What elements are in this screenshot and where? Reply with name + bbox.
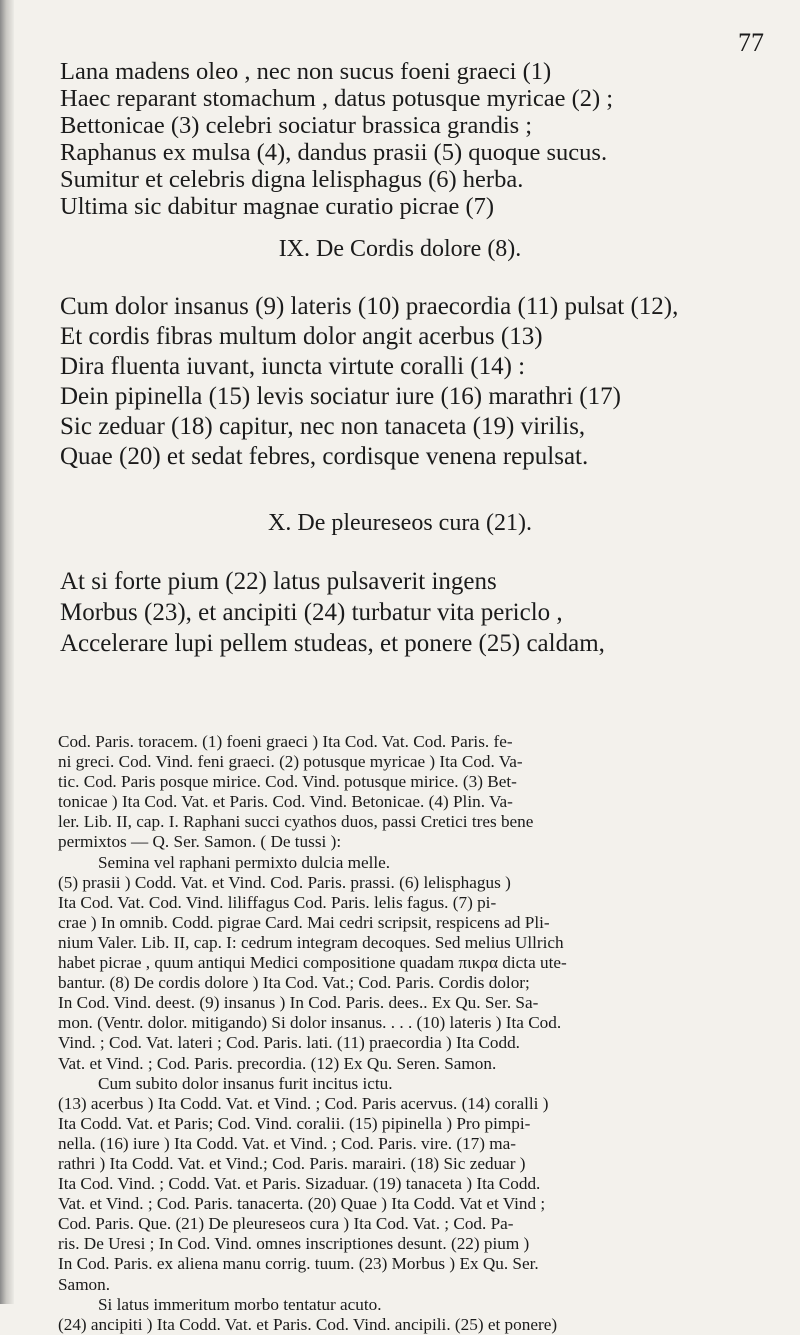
footnote-line: nium Valer. Lib. II, cap. I: cedrum integram decoques. Sed melius Ullrich	[58, 932, 564, 952]
footnote-line: Cod. Paris. Que. (21) De pleureseos cura ) Ita Cod. Vat. ; Cod. Pa-	[58, 1214, 514, 1234]
footnote-line: tonicae ) Ita Cod. Vat. et Paris. Cod. Vind. Betonicae. (4) Plin. Va-	[58, 792, 513, 812]
footnote-quote: Semina vel raphani permixto dulcia melle.	[98, 852, 391, 872]
footnote-line: (24) ancipiti ) Ita Codd. Vat. et Paris. Cod. Vind. ancipili. (25) et ponere)	[58, 1314, 558, 1334]
footnote-line: habet picrae , quum antiqui Medici compositione quadam πικρα dicta ute-	[58, 953, 567, 973]
footnote-quote: Cum subito dolor insanus furit incitus ictu.	[98, 1073, 393, 1093]
footnote-line: nella. (16) iure ) Ita Codd. Vat. et Vind. ; Cod. Paris. vire. (17) ma-	[58, 1133, 517, 1153]
verse-line: Ultima sic dabitur magnae curatio picrae (7)	[60, 193, 495, 220]
footnote-line: Vind. ; Cod. Vat. lateri ; Cod. Paris. lati. (11) praecordia ) Ita Codd.	[58, 1033, 520, 1053]
footnote-line: crae ) In omnib. Codd. pigrae Card. Mai cedri scripsit, respicens ad Pli-	[58, 912, 550, 932]
footnote-line: mon. (Ventr. dolor. mitigando) Si dolor insanus. . . . (10) lateris ) Ita Cod.	[58, 1013, 562, 1033]
verse-line: Cum dolor insanus (9) lateris (10) praecordia (11) pulsat (12),	[60, 293, 679, 320]
footnote-line: ris. De Uresi ; In Cod. Vind. omnes inscriptiones desunt. (22) pium )	[58, 1234, 530, 1254]
verse-line: Accelerare lupi pellem studeas, et ponere (25) caldam,	[60, 630, 605, 657]
footnote-line: In Cod. Vind. deest. (9) insanus ) In Cod. Paris. dees.. Ex Qu. Ser. Sa-	[58, 993, 539, 1013]
footnote-line: tic. Cod. Paris posque mirice. Cod. Vind. potusque mirice. (3) Bet-	[58, 772, 517, 792]
book-spine-shadow	[0, 0, 14, 1304]
verse-line: Morbus (23), et ancipiti (24) turbatur vita periclo ,	[60, 599, 563, 626]
verse-line: Raphanus ex mulsa (4), dandus prasii (5) quoque sucus.	[60, 139, 608, 166]
verse-line: Haec reparant stomachum , datus potusque myricae (2) ;	[60, 85, 614, 112]
page-number: 77	[738, 28, 764, 57]
footnote-line: Ita Cod. Vind. ; Codd. Vat. et Paris. Sizaduar. (19) tanaceta ) Ita Codd.	[58, 1174, 541, 1194]
verse-line: Lana madens oleo , nec non sucus foeni graeci (1)	[60, 58, 552, 85]
section-heading-ix: IX. De Cordis dolore (8).	[278, 236, 522, 262]
footnote-line: bantur. (8) De cordis dolore ) Ita Cod. Vat.; Cod. Paris. Cordis dolor;	[58, 973, 530, 993]
footnote-line: (5) prasii ) Codd. Vat. et Vind. Cod. Paris. prassi. (6) lelisphagus )	[58, 872, 511, 892]
verse-line: Sumitur et celebris digna lelisphagus (6) herba.	[60, 166, 524, 193]
footnote-line: Ita Cod. Vat. Cod. Vind. liliffagus Cod. Paris. lelis fagus. (7) pi-	[58, 892, 497, 912]
footnote-line: ni greci. Cod. Vind. feni graeci. (2) potusque myricae ) Ita Cod. Va-	[58, 752, 523, 772]
verse-block-intro	[60, 58, 780, 220]
section-heading-x: X. De pleureseos cura (21).	[268, 510, 532, 536]
footnote-line: (13) acerbus ) Ita Codd. Vat. et Vind. ; Cod. Paris acervus. (14) coralli )	[58, 1093, 549, 1113]
verse-line: Quae (20) et sedat febres, cordisque venena repulsat.	[60, 443, 589, 470]
footnote-line: Samon.	[58, 1274, 111, 1294]
verse-line: At si forte pium (22) latus pulsaverit ingens	[60, 568, 497, 595]
verse-line: Bettonicae (3) celebri sociatur brassica grandis ;	[60, 112, 533, 139]
footnote-quote: Si latus immeritum morbo tentatur acuto.	[98, 1294, 382, 1314]
verse-line: Dira fluenta iuvant, iuncta virtute coralli (14) :	[60, 353, 526, 380]
verse-block-x	[60, 566, 780, 659]
verse-line: Sic zeduar (18) capitur, nec non tanaceta (19) virilis,	[60, 413, 586, 440]
verse-block-ix	[60, 292, 780, 472]
footnote-line: Cod. Paris. toracem. (1) foeni graeci ) Ita Cod. Vat. Cod. Paris. fe-	[58, 732, 513, 751]
footnote-line: ler. Lib. II, cap. I. Raphani succi cyathos duos, passi Cretici tres bene	[58, 812, 534, 832]
footnote-line: Vat. et Vind. ; Cod. Paris. precordia. (12) Ex Qu. Seren. Samon.	[58, 1053, 497, 1073]
footnote-line: permixtos — Q. Ser. Samon. ( De tussi ):	[58, 832, 342, 852]
verse-line: Et cordis fibras multum dolor angit acerbus (13)	[60, 323, 543, 350]
verse-line: Dein pipinella (15) levis sociatur iure (16) marathri (17)	[60, 383, 621, 410]
footnote-line: Vat. et Vind. ; Cod. Paris. tanacerta. (20) Quae ) Ita Codd. Vat et Vind ;	[58, 1194, 546, 1214]
footnote-line: In Cod. Paris. ex aliena manu corrig. tuum. (23) Morbus ) Ex Qu. Ser.	[58, 1254, 539, 1274]
footnotes	[58, 732, 784, 1335]
footnote-line: Ita Codd. Vat. et Paris; Cod. Vind. coralii. (15) pipinella ) Pro pimpi-	[58, 1113, 531, 1133]
footnote-line: rathri ) Ita Codd. Vat. et Vind.; Cod. Paris. marairi. (18) Sic zeduar )	[58, 1153, 526, 1173]
